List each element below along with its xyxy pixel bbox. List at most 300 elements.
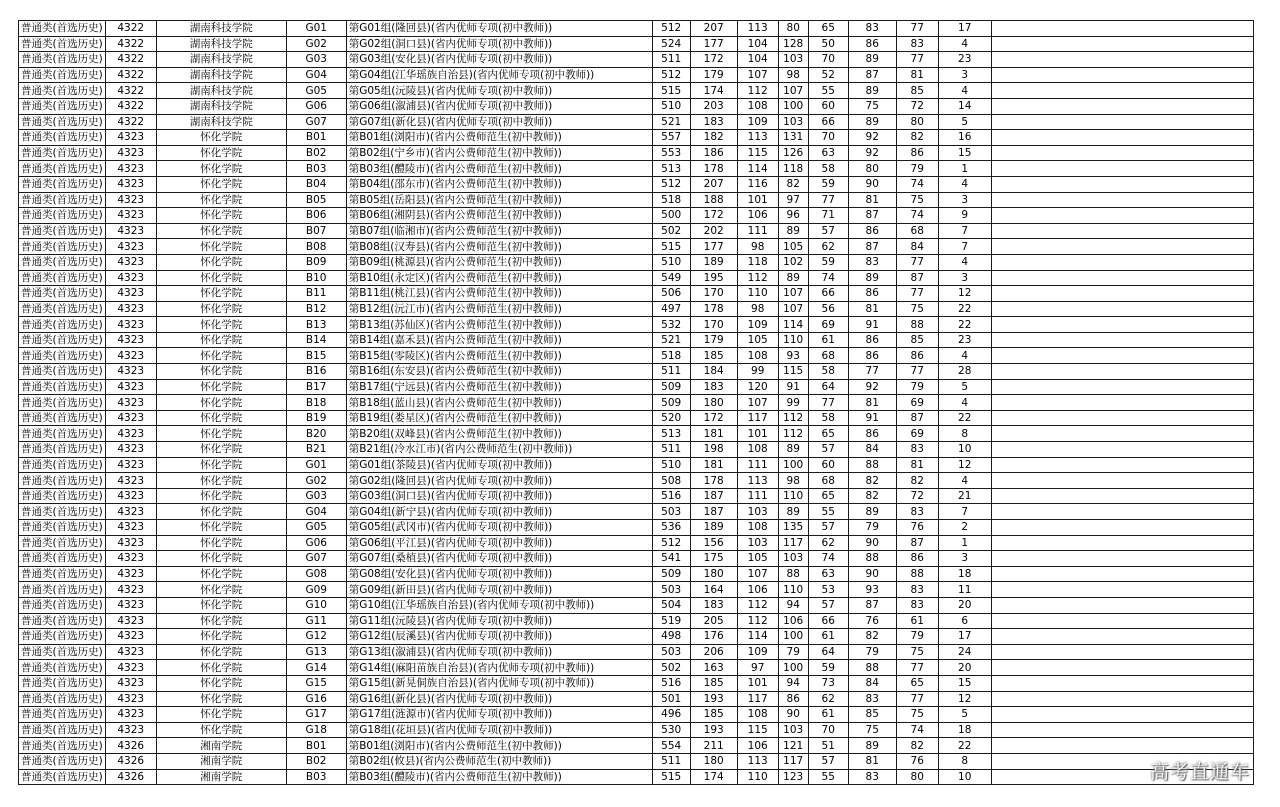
cell-blank [991,520,1253,536]
cell-subject-1: 183 [690,114,737,130]
cell-group-code: B16 [286,364,346,380]
cell-category: 普通类(首选历史) [19,161,106,177]
cell-group-name: 第G02组(隆回县)(省内优师专项(初中教师)) [346,473,652,489]
cell-subject-1: 207 [690,176,737,192]
table-row [19,176,1254,192]
cell-group-code: B15 [286,348,346,364]
cell-category: 普通类(首选历史) [19,52,106,68]
table-row [19,769,1254,785]
cell-subject-2: 112 [737,83,778,99]
cell-group-name: 第B01组(浏阳市)(省内公费师范生(初中教师)) [346,130,652,146]
table-row [19,21,1254,37]
cell-group-code: G17 [286,707,346,723]
cell-subject-3: 89 [778,504,808,520]
cell-score: 536 [652,520,690,536]
cell-score: 512 [652,67,690,83]
cell-subject-2: 103 [737,504,778,520]
cell-school-code: 4323 [105,208,156,224]
cell-subject-1: 205 [690,613,737,629]
cell-subject-1: 175 [690,551,737,567]
cell-subject-5: 88 [848,551,896,567]
cell-blank [991,36,1253,52]
cell-subject-6: 83 [896,442,938,458]
cell-school-name: 怀化学院 [156,707,286,723]
cell-group-code: G04 [286,504,346,520]
cell-subject-3: 94 [778,597,808,613]
cell-subject-4: 77 [808,395,848,411]
cell-group-code: B09 [286,254,346,270]
cell-school-code: 4323 [105,722,156,738]
cell-school-code: 4323 [105,317,156,333]
cell-group-name: 第B16组(东安县)(省内公费师范生(初中教师)) [346,364,652,380]
cell-group-code: B18 [286,395,346,411]
cell-school-code: 4323 [105,301,156,317]
cell-group-code: G07 [286,551,346,567]
cell-school-name: 怀化学院 [156,613,286,629]
cell-subject-3: 117 [778,753,808,769]
cell-category: 普通类(首选历史) [19,223,106,239]
cell-subject-4: 63 [808,566,848,582]
cell-score: 512 [652,535,690,551]
cell-school-code: 4323 [105,442,156,458]
cell-group-code: G06 [286,98,346,114]
cell-school-code: 4322 [105,21,156,37]
cell-score: 515 [652,239,690,255]
table-row [19,442,1254,458]
cell-subject-2: 105 [737,332,778,348]
cell-school-name: 怀化学院 [156,629,286,645]
cell-group-code: B03 [286,769,346,785]
cell-subject-4: 57 [808,753,848,769]
cell-subject-5: 89 [848,83,896,99]
cell-subject-4: 73 [808,675,848,691]
cell-subject-5: 89 [848,114,896,130]
cell-subject-4: 64 [808,379,848,395]
cell-subject-6: 75 [896,192,938,208]
cell-blank [991,504,1253,520]
cell-subject-1: 177 [690,239,737,255]
cell-subject-3: 110 [778,582,808,598]
table-row [19,83,1254,99]
cell-school-code: 4326 [105,753,156,769]
cell-group-code: B21 [286,442,346,458]
table-row [19,270,1254,286]
cell-group-name: 第G13组(溆浦县)(省内优师专项(初中教师)) [346,644,652,660]
cell-subject-6: 77 [896,286,938,302]
cell-subject-1: 189 [690,254,737,270]
cell-school-code: 4323 [105,223,156,239]
cell-school-code: 4322 [105,67,156,83]
cell-subject-5: 83 [848,691,896,707]
cell-subject-3: 123 [778,769,808,785]
cell-subject-6: 75 [896,644,938,660]
cell-group-name: 第G04组(江华瑶族自治县)(省内优师专项(初中教师)) [346,67,652,83]
cell-subject-5: 82 [848,488,896,504]
cell-category: 普通类(首选历史) [19,520,106,536]
cell-subject-6: 87 [896,410,938,426]
cell-count: 12 [938,457,991,473]
cell-group-code: B06 [286,208,346,224]
cell-subject-3: 90 [778,707,808,723]
cell-score: 503 [652,582,690,598]
cell-group-name: 第G03组(安化县)(省内优师专项(初中教师)) [346,52,652,68]
cell-subject-6: 72 [896,98,938,114]
cell-subject-5: 77 [848,364,896,380]
table-body [19,21,1254,785]
cell-blank [991,410,1253,426]
cell-subject-3: 89 [778,270,808,286]
cell-category: 普通类(首选历史) [19,317,106,333]
cell-school-code: 4323 [105,597,156,613]
cell-school-name: 怀化学院 [156,488,286,504]
cell-subject-3: 126 [778,145,808,161]
cell-subject-1: 170 [690,286,737,302]
cell-group-name: 第B21组(冷水江市)(省内公费师范生(初中教师)) [346,442,652,458]
cell-subject-2: 115 [737,145,778,161]
cell-group-name: 第B03组(醴陵市)(省内公费师范生(初中教师)) [346,769,652,785]
cell-subject-5: 90 [848,566,896,582]
cell-score: 532 [652,317,690,333]
cell-school-name: 湘南学院 [156,753,286,769]
cell-subject-3: 106 [778,613,808,629]
cell-subject-4: 61 [808,629,848,645]
cell-group-name: 第G17组(涟源市)(省内优师专项(初中教师)) [346,707,652,723]
cell-score: 516 [652,675,690,691]
cell-subject-1: 163 [690,660,737,676]
cell-subject-1: 180 [690,395,737,411]
cell-subject-2: 112 [737,597,778,613]
cell-group-name: 第B08组(汉寿县)(省内公费师范生(初中教师)) [346,239,652,255]
cell-subject-4: 70 [808,52,848,68]
cell-count: 6 [938,613,991,629]
cell-subject-1: 180 [690,566,737,582]
cell-category: 普通类(首选历史) [19,270,106,286]
cell-count: 4 [938,176,991,192]
cell-subject-3: 98 [778,473,808,489]
cell-subject-6: 86 [896,551,938,567]
cell-group-code: B04 [286,176,346,192]
cell-subject-3: 135 [778,520,808,536]
cell-blank [991,644,1253,660]
cell-count: 3 [938,270,991,286]
cell-subject-5: 79 [848,644,896,660]
cell-score: 518 [652,348,690,364]
cell-blank [991,254,1253,270]
cell-category: 普通类(首选历史) [19,504,106,520]
table-row [19,332,1254,348]
cell-group-code: B02 [286,753,346,769]
cell-category: 普通类(首选历史) [19,753,106,769]
cell-subject-6: 69 [896,426,938,442]
cell-school-code: 4322 [105,114,156,130]
cell-subject-1: 179 [690,67,737,83]
cell-subject-6: 76 [896,520,938,536]
watermark-text: 高考直通车 [1149,761,1250,783]
cell-subject-3: 117 [778,535,808,551]
cell-blank [991,301,1253,317]
cell-subject-2: 113 [737,21,778,37]
cell-count: 11 [938,582,991,598]
cell-subject-3: 98 [778,67,808,83]
cell-subject-3: 107 [778,286,808,302]
cell-subject-2: 110 [737,286,778,302]
cell-group-name: 第B01组(浏阳市)(省内公费师范生(初中教师)) [346,738,652,754]
cell-blank [991,629,1253,645]
cell-subject-6: 69 [896,395,938,411]
cell-subject-3: 112 [778,410,808,426]
table-row [19,223,1254,239]
cell-subject-5: 92 [848,379,896,395]
cell-subject-2: 103 [737,535,778,551]
cell-score: 509 [652,395,690,411]
cell-subject-1: 184 [690,364,737,380]
cell-school-name: 湖南科技学院 [156,21,286,37]
cell-category: 普通类(首选历史) [19,98,106,114]
cell-group-code: B02 [286,145,346,161]
cell-group-name: 第G12组(辰溪县)(省内优师专项(初中教师)) [346,629,652,645]
cell-subject-3: 118 [778,161,808,177]
cell-blank [991,239,1253,255]
cell-school-code: 4323 [105,457,156,473]
cell-blank [991,691,1253,707]
cell-group-name: 第G03组(洞口县)(省内优师专项(初中教师)) [346,488,652,504]
cell-blank [991,582,1253,598]
cell-school-code: 4323 [105,582,156,598]
cell-subject-4: 66 [808,286,848,302]
cell-count: 8 [938,753,991,769]
cell-category: 普通类(首选历史) [19,629,106,645]
cell-subject-3: 100 [778,98,808,114]
cell-subject-4: 58 [808,410,848,426]
cell-school-code: 4323 [105,566,156,582]
cell-subject-2: 108 [737,707,778,723]
cell-subject-6: 72 [896,488,938,504]
cell-blank [991,161,1253,177]
cell-subject-3: 105 [778,239,808,255]
cell-subject-3: 89 [778,223,808,239]
cell-subject-6: 75 [896,707,938,723]
cell-blank [991,52,1253,68]
cell-blank [991,332,1253,348]
cell-count: 22 [938,301,991,317]
cell-subject-5: 89 [848,270,896,286]
cell-subject-3: 79 [778,644,808,660]
cell-school-code: 4323 [105,535,156,551]
table-row [19,629,1254,645]
cell-count: 1 [938,161,991,177]
cell-category: 普通类(首选历史) [19,410,106,426]
cell-group-name: 第B09组(桃源县)(省内公费师范生(初中教师)) [346,254,652,270]
cell-subject-6: 86 [896,145,938,161]
cell-subject-6: 77 [896,52,938,68]
cell-category: 普通类(首选历史) [19,738,106,754]
table-row [19,395,1254,411]
cell-subject-1: 179 [690,332,737,348]
cell-school-name: 怀化学院 [156,332,286,348]
cell-score: 502 [652,223,690,239]
cell-school-name: 怀化学院 [156,239,286,255]
cell-category: 普通类(首选历史) [19,722,106,738]
cell-school-name: 怀化学院 [156,722,286,738]
table-row [19,130,1254,146]
cell-group-name: 第B03组(醴陵市)(省内公费师范生(初中教师)) [346,161,652,177]
cell-subject-4: 69 [808,317,848,333]
cell-category: 普通类(首选历史) [19,364,106,380]
cell-subject-1: 176 [690,629,737,645]
cell-score: 518 [652,192,690,208]
cell-group-code: B05 [286,192,346,208]
cell-subject-5: 81 [848,753,896,769]
cell-subject-6: 88 [896,317,938,333]
cell-blank [991,707,1253,723]
cell-subject-3: 100 [778,660,808,676]
cell-subject-4: 62 [808,239,848,255]
cell-subject-4: 53 [808,582,848,598]
table-row [19,613,1254,629]
cell-count: 7 [938,504,991,520]
cell-school-code: 4323 [105,332,156,348]
cell-subject-2: 114 [737,629,778,645]
cell-subject-2: 101 [737,426,778,442]
cell-subject-3: 91 [778,379,808,395]
cell-group-name: 第B02组(攸县)(省内公费师范生(初中教师)) [346,753,652,769]
cell-school-name: 怀化学院 [156,286,286,302]
cell-school-name: 怀化学院 [156,270,286,286]
cell-group-name: 第B20组(双峰县)(省内公费师范生(初中教师)) [346,426,652,442]
cell-group-code: G07 [286,114,346,130]
table-row [19,192,1254,208]
table-row [19,738,1254,754]
cell-group-code: G02 [286,36,346,52]
cell-subject-5: 89 [848,504,896,520]
cell-subject-2: 117 [737,410,778,426]
cell-subject-3: 97 [778,192,808,208]
cell-subject-4: 57 [808,520,848,536]
cell-school-name: 怀化学院 [156,457,286,473]
cell-blank [991,286,1253,302]
cell-subject-2: 111 [737,488,778,504]
cell-score: 504 [652,597,690,613]
cell-score: 508 [652,473,690,489]
cell-subject-5: 89 [848,52,896,68]
cell-subject-4: 66 [808,613,848,629]
cell-school-code: 4323 [105,286,156,302]
cell-score: 549 [652,270,690,286]
cell-school-code: 4323 [105,161,156,177]
cell-category: 普通类(首选历史) [19,83,106,99]
table-row [19,208,1254,224]
cell-score: 506 [652,286,690,302]
table-row [19,67,1254,83]
cell-subject-4: 65 [808,488,848,504]
cell-blank [991,114,1253,130]
cell-count: 23 [938,332,991,348]
cell-category: 普通类(首选历史) [19,67,106,83]
cell-subject-2: 101 [737,675,778,691]
cell-subject-1: 183 [690,379,737,395]
cell-category: 普通类(首选历史) [19,348,106,364]
cell-group-name: 第B14组(嘉禾县)(省内公费师范生(初中教师)) [346,332,652,348]
cell-subject-4: 62 [808,691,848,707]
cell-count: 22 [938,410,991,426]
cell-category: 普通类(首选历史) [19,254,106,270]
cell-count: 4 [938,254,991,270]
cell-group-code: B20 [286,426,346,442]
cell-blank [991,83,1253,99]
cell-category: 普通类(首选历史) [19,488,106,504]
cell-category: 普通类(首选历史) [19,395,106,411]
cell-subject-3: 112 [778,426,808,442]
cell-subject-2: 108 [737,348,778,364]
cell-group-code: G10 [286,597,346,613]
cell-subject-5: 82 [848,473,896,489]
cell-subject-3: 100 [778,629,808,645]
cell-blank [991,270,1253,286]
cell-school-name: 怀化学院 [156,473,286,489]
cell-subject-6: 77 [896,364,938,380]
cell-subject-1: 183 [690,597,737,613]
cell-school-code: 4323 [105,395,156,411]
cell-group-code: G18 [286,722,346,738]
cell-group-code: G11 [286,613,346,629]
table-row [19,114,1254,130]
cell-subject-4: 58 [808,161,848,177]
cell-subject-1: 193 [690,691,737,707]
cell-group-code: B01 [286,738,346,754]
cell-group-code: G12 [286,629,346,645]
cell-subject-1: 172 [690,208,737,224]
cell-subject-5: 79 [848,520,896,536]
cell-subject-3: 102 [778,254,808,270]
cell-category: 普通类(首选历史) [19,130,106,146]
cell-subject-1: 170 [690,317,737,333]
cell-school-code: 4323 [105,379,156,395]
cell-subject-3: 100 [778,457,808,473]
cell-subject-6: 87 [896,270,938,286]
cell-count: 12 [938,286,991,302]
cell-subject-1: 198 [690,442,737,458]
cell-category: 普通类(首选历史) [19,675,106,691]
table-row [19,239,1254,255]
cell-subject-3: 103 [778,52,808,68]
cell-category: 普通类(首选历史) [19,114,106,130]
cell-school-name: 湘南学院 [156,738,286,754]
cell-school-code: 4323 [105,707,156,723]
cell-count: 4 [938,348,991,364]
cell-subject-4: 55 [808,83,848,99]
cell-subject-4: 57 [808,223,848,239]
cell-subject-6: 79 [896,161,938,177]
cell-school-code: 4323 [105,254,156,270]
cell-count: 20 [938,597,991,613]
table-row [19,52,1254,68]
cell-school-code: 4323 [105,691,156,707]
cell-group-code: G06 [286,535,346,551]
cell-blank [991,675,1253,691]
cell-count: 5 [938,379,991,395]
cell-group-name: 第B15组(零陵区)(省内公费师范生(初中教师)) [346,348,652,364]
cell-count: 21 [938,488,991,504]
cell-count: 3 [938,551,991,567]
cell-blank [991,457,1253,473]
cell-blank [991,192,1253,208]
cell-subject-6: 84 [896,239,938,255]
cell-count: 16 [938,130,991,146]
cell-subject-2: 118 [737,254,778,270]
cell-subject-1: 185 [690,707,737,723]
cell-subject-6: 80 [896,114,938,130]
cell-blank [991,317,1253,333]
